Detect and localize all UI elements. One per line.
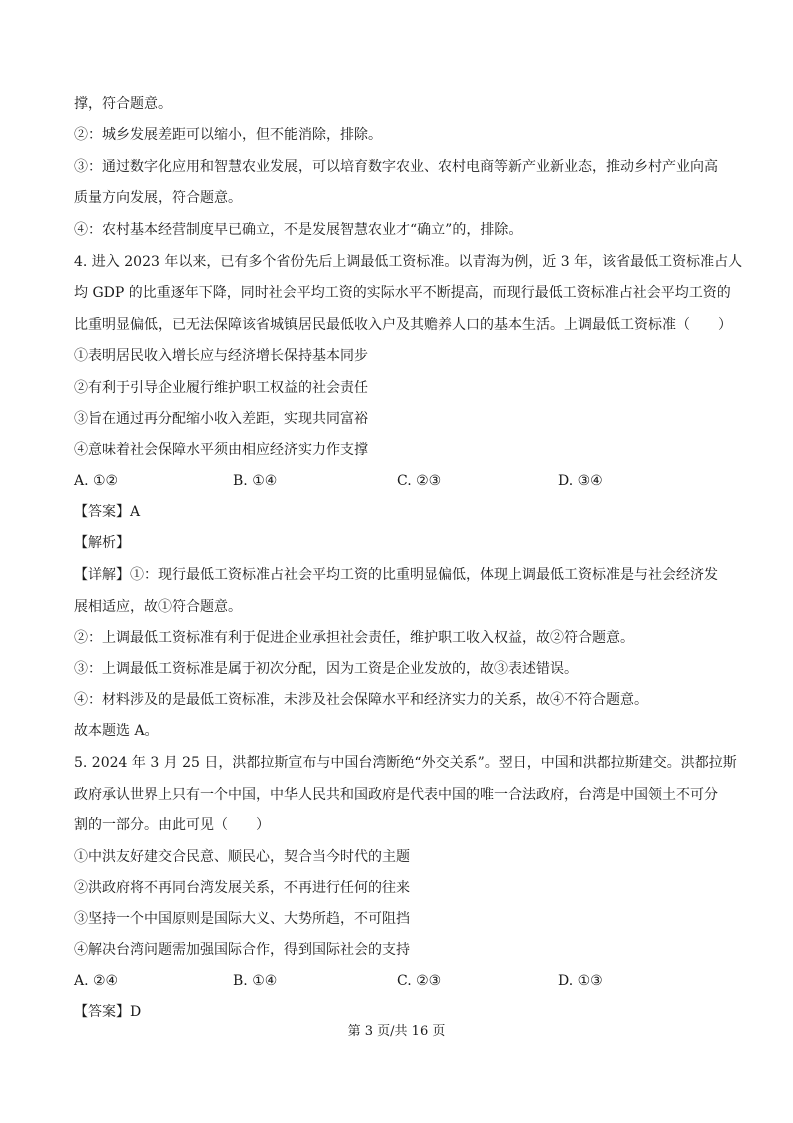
q4-statement-2: ②有利于引导企业履行维护职工权益的社会责任 — [74, 380, 368, 396]
q5-option-c: C. ②③ — [397, 973, 442, 989]
prev-analysis-item-2: ②：城乡发展差距可以缩小，但不能消除，排除。 — [74, 127, 382, 143]
q4-statement-3: ③旨在通过再分配缩小收入差距，实现共同富裕 — [74, 411, 368, 427]
q5-option-a: A. ②④ — [74, 973, 119, 989]
q4-statement-4: ④意味着社会保障水平须由相应经济实力作支撑 — [74, 442, 368, 458]
q5-stem-line-3: 割的一部分。由此可见（ ） — [74, 817, 270, 833]
prev-analysis-item-3-line-2: 质量方向发展，符合题意。 — [74, 190, 242, 206]
prev-analysis-item-3-line-1: ③：通过数字化应用和智慧农业发展，可以培育数字农业、农村电商等新产业新业态，推动乡村产业向高 — [74, 159, 718, 175]
q4-stem-line-2: 均 GDP 的比重逐年下降，同时社会平均工资的实际水平不断提高，而现行最低工资标准占社会平均工资的 — [74, 285, 731, 301]
q4-detail-item-2: ②：上调最低工资标准有利于促进企业承担社会责任，维护职工收入权益，故②符合题意。 — [74, 630, 634, 646]
q5-stem-line-2: 政府承认世界上只有一个中国，中华人民共和国政府是代表中国的唯一合法政府，台湾是中国领土不可分 — [74, 787, 718, 803]
q5-stem-line-1: 5. 2024 年 3 月 25 日，洪都拉斯宣布与中国台湾断绝“外交关系”。翌日，中国和洪都拉斯建交。洪都拉斯 — [74, 755, 737, 771]
q4-stem-line-3: 比重明显偏低，已无法保障该省城镇居民最低收入户及其赡养人口的基本生活。上调最低工资标准（ ） — [74, 317, 732, 333]
q4-statement-1: ①表明居民收入增长应与经济增长保持基本同步 — [74, 348, 368, 364]
q5-answer: 【答案】D — [74, 1004, 142, 1020]
q4-stem-line-1: 4. 进入 2023 年以来，已有多个省份先后上调最低工资标准。以青海为例，近 3 年，该省最低工资标准占人 — [74, 254, 743, 270]
q5-option-b: B. ①④ — [233, 973, 278, 989]
prev-analysis-tail: 撑，符合题意。 — [74, 96, 172, 112]
q4-option-d: D. ③④ — [558, 473, 603, 489]
q4-detail-line-2: 展相适应，故①符合题意。 — [74, 599, 242, 615]
q4-option-a: A. ①② — [74, 473, 119, 489]
q5-statement-4: ④解决台湾问题需加强国际合作，得到国际社会的支持 — [74, 942, 410, 958]
q4-detail-item-3: ③：上调最低工资标准是属于初次分配，因为工资是企业发放的，故③表述错误。 — [74, 661, 578, 677]
q4-analysis-heading: 【解析】 — [74, 535, 130, 551]
q5-statement-2: ②洪政府将不再同台湾发展关系，不再进行任何的往来 — [74, 880, 410, 896]
q4-conclusion: 故本题选 A。 — [74, 723, 159, 739]
q4-detail-item-4: ④：材料涉及的是最低工资标准，未涉及社会保障水平和经济实力的关系，故④不符合题意。 — [74, 692, 648, 708]
q5-statement-1: ①中洪友好建交合民意、顺民心，契合当今时代的主题 — [74, 849, 410, 865]
q4-answer: 【答案】A — [74, 504, 141, 520]
prev-analysis-item-4: ④：农村基本经营制度早已确立，不是发展智慧农业才“确立”的，排除。 — [74, 222, 523, 238]
q4-detail-line-1: 【详解】①：现行最低工资标准占社会平均工资的比重明显偏低，体现上调最低工资标准是与社会经济发 — [74, 567, 718, 583]
q4-option-c: C. ②③ — [397, 473, 442, 489]
q4-option-b: B. ①④ — [233, 473, 278, 489]
q5-option-d: D. ①③ — [558, 973, 603, 989]
page-footer: 第 3 页/共 16 页 — [347, 1024, 446, 1039]
q5-statement-3: ③坚持一个中国原则是国际大义、大势所趋，不可阻挡 — [74, 911, 410, 927]
